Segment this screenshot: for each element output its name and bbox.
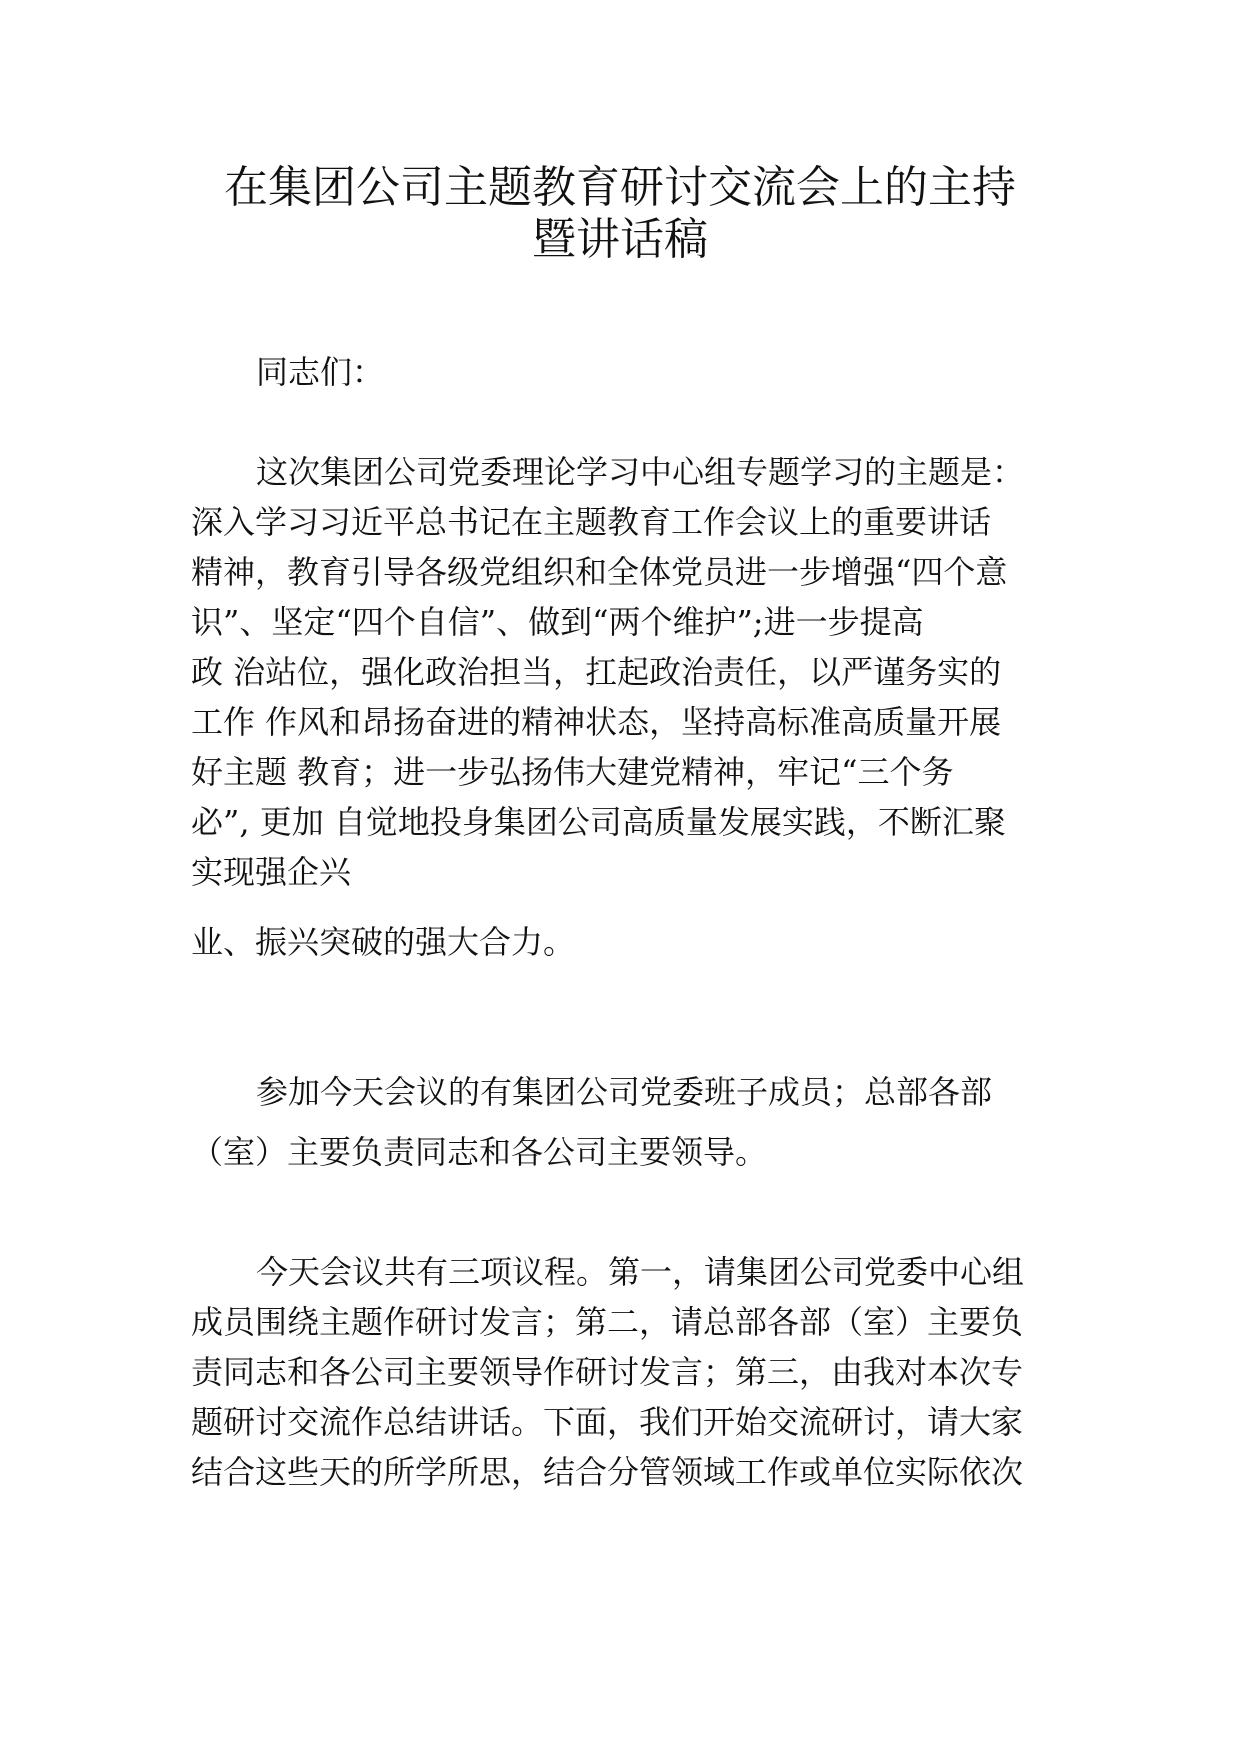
paragraph-1-line: 实现强企兴 bbox=[191, 853, 352, 891]
paragraph-1-line: 识”、坚定“四个自信”、做到“两个维护”;进一步提高 bbox=[191, 603, 924, 641]
paragraph-1-line: 好主题 教育；进一步弘扬伟大建党精神，牢记“三个务 bbox=[191, 753, 954, 791]
paragraph-3-line: 成员围绕主题作研讨发言；第二，请总部各部（室）主要负 bbox=[191, 1303, 1024, 1341]
paragraph-1-line: 必”, 更加 自觉地投身集团公司高质量发展实践，不断汇聚 bbox=[191, 803, 1006, 841]
paragraph-1-line: 深入学习习近平总书记在主题教育工作会议上的重要讲话 bbox=[191, 503, 992, 541]
paragraph-1-line: 精神，教育引导各级党组织和全体党员进一步增强“四个意 bbox=[191, 553, 1008, 591]
document-title-line-1: 在集团公司主题教育研讨交流会上的主持 bbox=[224, 162, 1016, 213]
paragraph-3-line: 责同志和各公司主要领导作研讨发言；第三，由我对本次专 bbox=[191, 1353, 1024, 1391]
paragraph-1-line: 政 治站位，强化政治担当，扛起政治责任，以严谨务实的 bbox=[191, 653, 1002, 691]
paragraph-1-line: 这次集团公司党委理论学习中心组专题学习的主题是： bbox=[256, 453, 1025, 491]
paragraph-3-line: 今天会议共有三项议程。第一，请集团公司党委中心组 bbox=[256, 1253, 1025, 1291]
greeting: 同志们： bbox=[256, 353, 385, 391]
paragraph-3-line: 结合这些天的所学所思，结合分管领域工作或单位实际依次 bbox=[191, 1453, 1024, 1491]
paragraph-3-line: 题研讨交流作总结讲话。下面，我们开始交流研讨，请大家 bbox=[191, 1403, 1024, 1441]
paragraph-2-line: 参加今天会议的有集团公司党委班子成员；总部各部 bbox=[256, 1073, 993, 1111]
paragraph-1-line: 业、振兴突破的强大合力。 bbox=[191, 923, 576, 961]
paragraph-2-line: （室）主要负责同志和各公司主要领导。 bbox=[191, 1133, 768, 1171]
paragraph-1-line: 工作 作风和昂扬奋进的精神状态，坚持高标准高质量开展 bbox=[191, 703, 1002, 741]
document-title-line-2: 暨讲话稿 bbox=[532, 214, 708, 265]
